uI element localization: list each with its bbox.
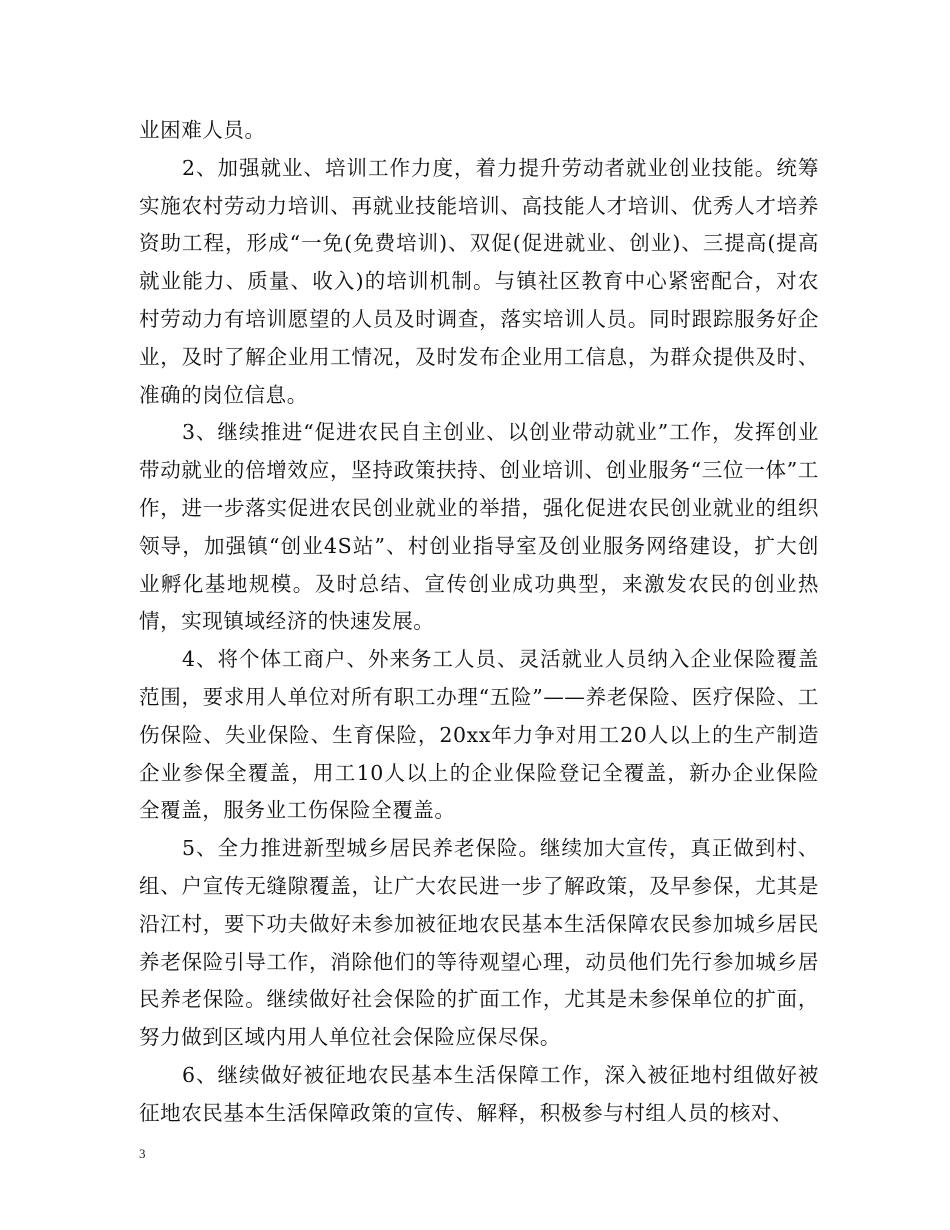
- paragraph-item-4: 4、将个体工商户、外来务工人员、灵活就业人员纳入企业保险覆盖范围，要求用人单位对所有职工办理“五险”——养老保险、医疗保险、工伤保险、失业保险、生育保险，20xx年力争对用工20人以上的生产制造企业参保全覆盖，用工10人以上的企业保险登记全覆盖，新办企业保险全覆盖，服务业工伤保险全覆盖。: [139, 647, 819, 823]
- paragraph-item-2: 2、加强就业、培训工作力度，着力提升劳动者就业创业技能。统筹实施农村劳动力培训、再就业技能培训、高技能人才培训、优秀人才培养资助工程，形成“一免(免费培训)、双促(促进就业、创业)、三提高(提高就业能力、质量、收入)的培训机制。与镇社区教育中心紧密配合，对农村劳动力有培训愿望的人员及时调查，落实培训人员。同时跟踪服务好企业，及时了解企业用工情况，及时发布企业用工信息，为群众提供及时、准确的岗位信息。: [139, 155, 819, 407]
- page-number: 3: [139, 1146, 146, 1161]
- paragraph-item-6: 6、继续做好被征地农民基本生活保障工作，深入被征地村组做好被征地农民基本生活保障政策的宣传、解释，积极参与村组人员的核对、: [139, 1062, 819, 1125]
- document-body: [139, 112, 819, 1133]
- paragraph-item-5: 5、全力推进新型城乡居民养老保险。继续加大宣传，真正做到村、组、户宣传无缝隙覆盖，让广大农民进一步了解政策，及早参保，尤其是沿江村，要下功夫做好未参加被征地农民基本生活保障农民参加城乡居民养老保险引导工作，消除他们的等待观望心理，动员他们先行参加城乡居民养老保险。继续做好社会保险的扩面工作，尤其是未参保单位的扩面，努力做到区域内用人单位社会保险应保尽保。: [139, 836, 819, 1050]
- paragraph-continuation: 业困难人员。: [139, 118, 266, 142]
- paragraph-item-3: 3、继续推进“促进农民自主创业、以创业带动就业”工作，发挥创业带动就业的倍增效应，坚持政策扶持、创业培训、创业服务“三位一体”工作，进一步落实促进农民创业就业的举措，强化促进农民创业就业的组织领导，加强镇“创业4S站”、村创业指导室及创业服务网络建设，扩大创业孵化基地规模。及时总结、宣传创业成功典型，来激发农民的创业热情，实现镇域经济的快速发展。: [139, 420, 819, 634]
